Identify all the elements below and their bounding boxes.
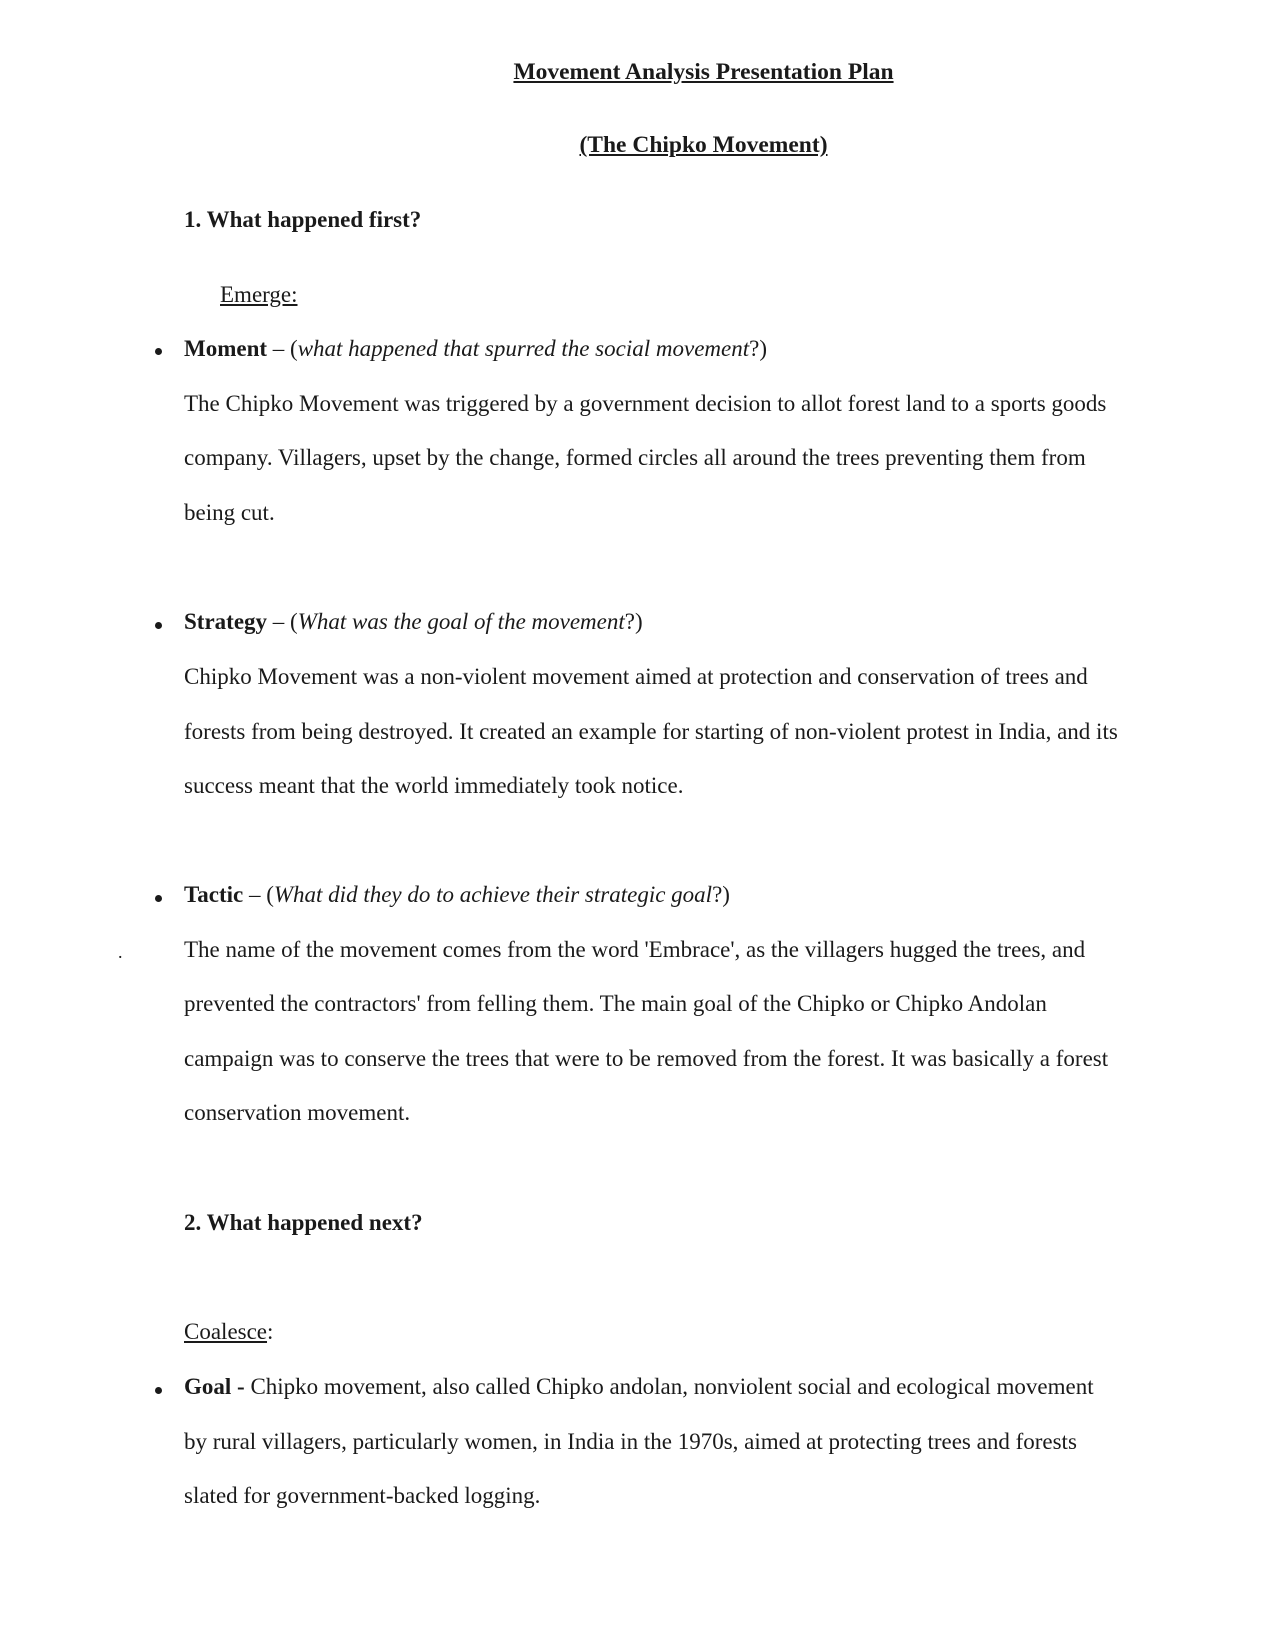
strategy-text-line: forests from being destroyed. It created an example for starting of non-violent protest in India, and its <box>184 719 1118 744</box>
strategy-text-line: Chipko Movement was a non-violent movement aimed at protection and conservation of trees and <box>184 664 1088 689</box>
goal-text-line: by rural villagers, particularly women, in India in the 1970s, aimed at protecting trees and forests <box>184 1429 1077 1454</box>
moment-close: ?) <box>749 336 767 361</box>
strategy-close: ?) <box>624 609 643 634</box>
tactic-text-line: The name of the movement comes from the word 'Embrace', as the villagers hugged the trees, and <box>184 937 1086 962</box>
goal-line-1 <box>184 1373 1094 1401</box>
coalesce-colon: : <box>267 1319 274 1344</box>
section-2-heading: 2. What happened next? <box>184 1210 423 1235</box>
section-2-stage-label <box>184 1318 273 1346</box>
tactic-separator: – ( <box>243 882 274 907</box>
strategy-heading <box>184 608 643 636</box>
moment-heading <box>184 335 767 363</box>
tactic-heading <box>184 881 730 909</box>
section-1-stage-label: Emerge: <box>220 282 298 307</box>
tactic-text-line: conservation movement. <box>184 1100 411 1125</box>
strategy-question: What was the goal of the movement <box>297 609 625 634</box>
tactic-label: Tactic <box>184 882 244 907</box>
moment-text-line: being cut. <box>184 500 275 525</box>
tactic-close: ?) <box>712 882 730 907</box>
moment-text-line: The Chipko Movement was triggered by a government decision to allot forest land to a sports goods <box>184 391 1107 416</box>
tactic-text-line: campaign was to conserve the trees that were to be removed from the forest. It was basically a forest <box>184 1046 1109 1071</box>
section-1-heading: 1. What happened first? <box>184 207 422 232</box>
goal-text-line: slated for government-backed logging. <box>184 1483 541 1508</box>
strategy-separator: – ( <box>267 609 298 634</box>
bullet-icon <box>155 895 162 902</box>
tactic-question: What did they do to achieve their strategic goal <box>273 882 713 907</box>
moment-text-line: company. Villagers, upset by the change, formed circles all around the trees preventing them from <box>184 445 1086 470</box>
strategy-text-line: success meant that the world immediately took notice. <box>184 773 684 798</box>
moment-question: what happened that spurred the social movement <box>297 336 750 361</box>
bullet-icon <box>155 1387 162 1394</box>
coalesce-label: Coalesce <box>184 1319 268 1344</box>
document-title: Movement Analysis Presentation Plan <box>513 59 894 85</box>
bullet-icon <box>155 348 162 355</box>
stray-dot-mark: . <box>118 942 123 962</box>
goal-text-line: Chipko movement, also called Chipko andolan, nonviolent social and ecological movement <box>250 1374 1094 1399</box>
strategy-label: Strategy <box>184 609 268 634</box>
bullet-icon <box>155 622 162 629</box>
moment-label: Moment <box>184 336 268 361</box>
tactic-text-line: prevented the contractors' from felling them. The main goal of the Chipko or Chipko Andolan <box>184 991 1047 1016</box>
document-subtitle: (The Chipko Movement) <box>579 132 828 158</box>
moment-separator: – ( <box>267 336 298 361</box>
goal-label: Goal - <box>184 1374 251 1399</box>
